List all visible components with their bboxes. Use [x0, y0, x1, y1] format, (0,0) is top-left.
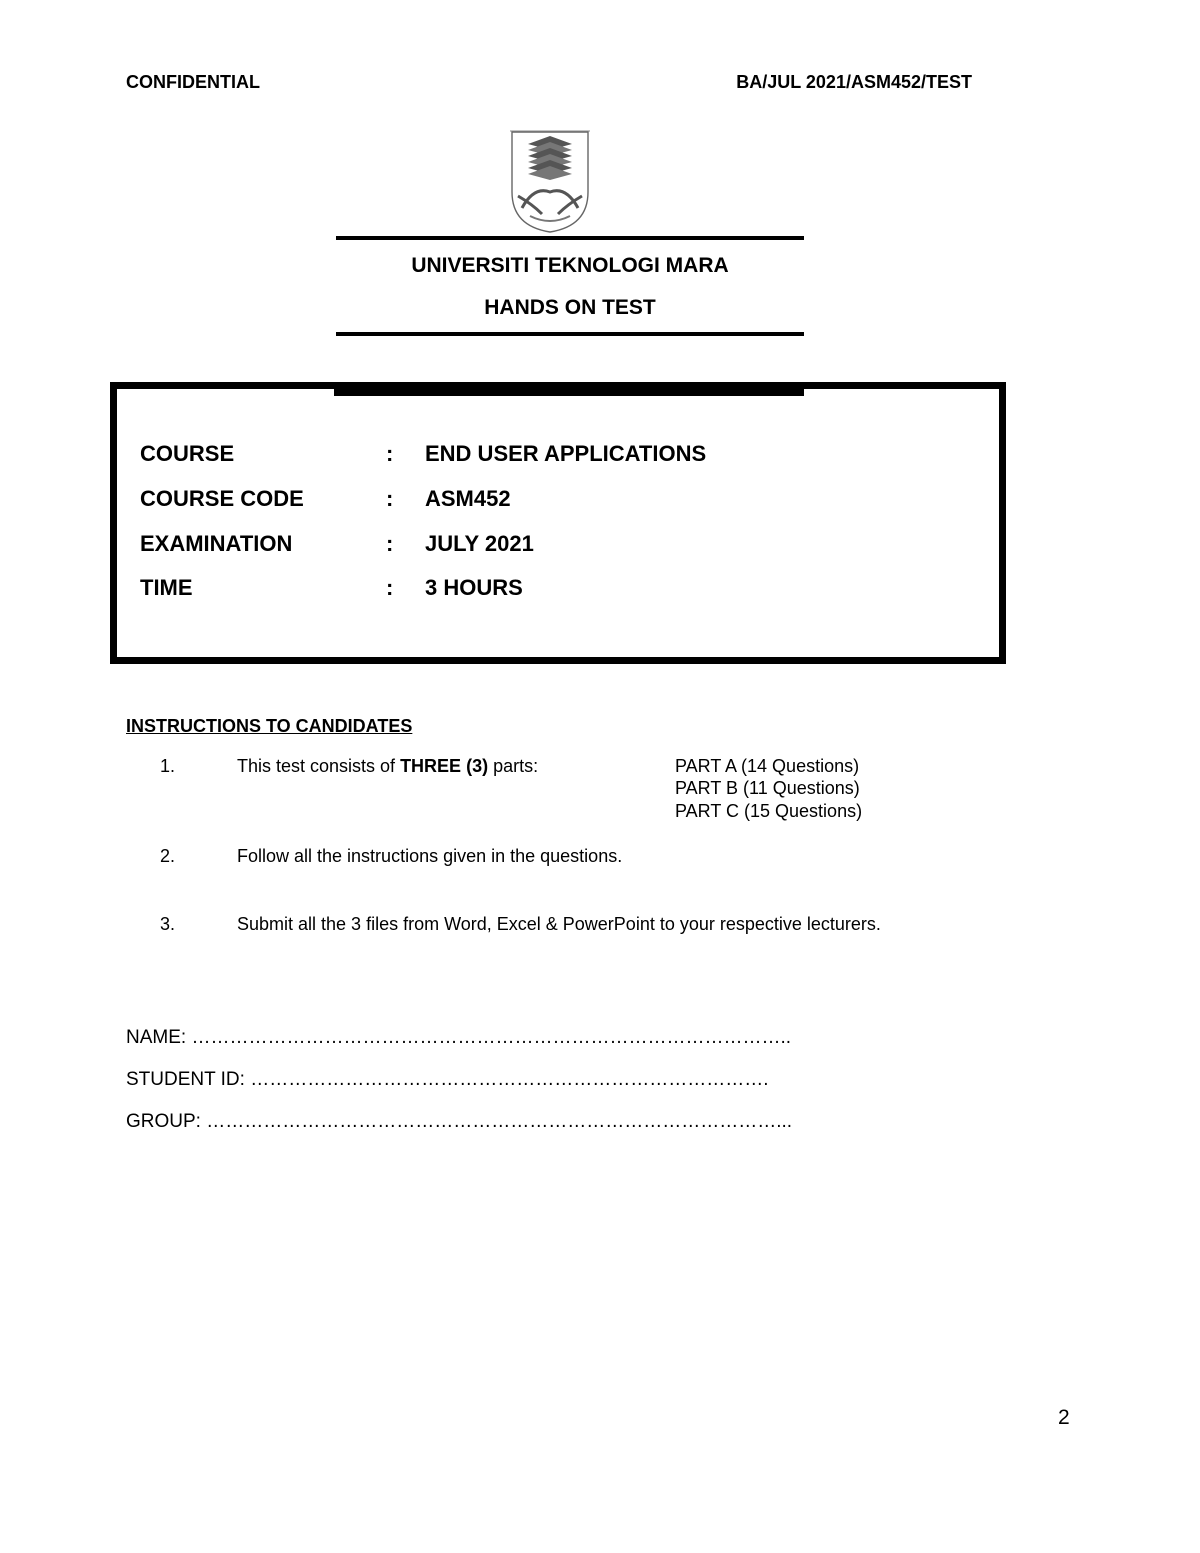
instruction-text-post: parts: — [488, 756, 539, 776]
header-confidential: CONFIDENTIAL — [126, 72, 260, 92]
course-value: END USER APPLICATIONS — [425, 441, 707, 466]
student-id-field: STUDENT ID: ………………………………………………………………………. — [126, 1069, 769, 1090]
course-label: COURSE — [140, 441, 235, 466]
time-colon: : — [386, 575, 394, 600]
title-bottom-rule — [336, 332, 804, 336]
test-type-title: HANDS ON TEST — [484, 296, 656, 319]
time-label: TIME — [140, 575, 193, 600]
course-code-value: ASM452 — [425, 486, 511, 511]
course-info-box-top-bar — [334, 382, 804, 396]
instruction-text: Follow all the instructions given in the questions. — [237, 846, 623, 866]
instruction-number: 2. — [160, 846, 176, 866]
examination-value: JULY 2021 — [425, 531, 534, 556]
course-colon: : — [386, 441, 394, 466]
part-b-line: PART B (11 Questions) — [675, 778, 860, 798]
university-name: UNIVERSITI TEKNOLOGI MARA — [411, 254, 729, 277]
instruction-number: 1. — [160, 756, 176, 776]
time-value: 3 HOURS — [425, 575, 523, 600]
examination-row — [140, 531, 960, 561]
part-c-line: PART C (15 Questions) — [675, 801, 863, 821]
title-top-rule — [336, 236, 804, 240]
page-number: 2 — [1058, 1406, 1070, 1429]
instructions-heading: INSTRUCTIONS TO CANDIDATES — [126, 716, 413, 736]
part-a-line: PART A (14 Questions) — [675, 756, 860, 776]
group-field: GROUP: ………………………………………………………………………………... — [126, 1111, 793, 1132]
course-row — [140, 441, 960, 471]
time-row — [140, 575, 960, 605]
instruction-text — [237, 756, 538, 777]
examination-label: EXAMINATION — [140, 531, 293, 556]
course-code-colon: : — [386, 486, 394, 511]
instruction-text-bold: THREE (3) — [400, 756, 489, 776]
instruction-text: Submit all the 3 files from Word, Excel & PowerPoint to your respective lecturers. — [237, 914, 881, 934]
header-document-code: BA/JUL 2021/ASM452/TEST — [736, 72, 972, 92]
course-code-label: COURSE CODE — [140, 486, 304, 511]
course-info-box — [110, 382, 1006, 664]
uitm-crest-icon — [508, 130, 592, 234]
examination-colon: : — [386, 531, 394, 556]
instruction-text-pre: This test consists of — [237, 756, 401, 776]
course-code-row — [140, 486, 960, 516]
name-field: NAME: ………………………………………………………………………………….. — [126, 1027, 792, 1048]
instruction-number: 3. — [160, 914, 176, 934]
